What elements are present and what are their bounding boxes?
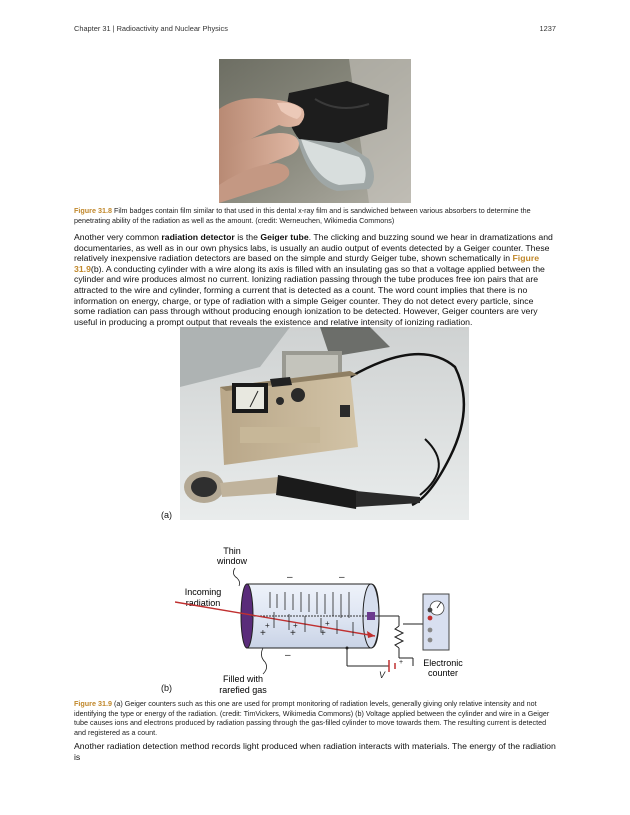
figure-label[interactable]: Figure 31.8 xyxy=(74,206,112,215)
svg-text:+: + xyxy=(293,621,298,630)
thin-window-label-line2: window xyxy=(216,556,248,566)
incoming-radiation-label-line1: Incoming xyxy=(184,587,222,597)
body-paragraph-geiger xyxy=(74,232,556,327)
voltage-label: V xyxy=(379,670,386,680)
svg-text:–: – xyxy=(339,572,345,583)
paragraph-text: Another very common xyxy=(74,232,162,242)
figure-31-9-link[interactable]: Figure 31.9 xyxy=(74,253,540,274)
term-geiger-tube: Geiger tube xyxy=(260,232,309,242)
paragraph-text: . The clicking and buzzing sound we hear in dramatizations and documentaries, as well as in our own physics labs, is usually an audio output of events detected by a Geiger counter. These relatively inexpensive radiation detectors are based on the simple and sturdy Geiger tube, shown schematically in xyxy=(74,232,553,264)
geiger-tube-diagram xyxy=(175,540,465,696)
panel-label-a: (a) xyxy=(161,510,172,520)
incoming-radiation-label-line2: radiation xyxy=(185,598,221,608)
svg-text:+: + xyxy=(325,619,330,628)
term-radiation-detector: radiation detector xyxy=(161,232,235,242)
paragraph-text: is the xyxy=(234,232,261,242)
figure-31-9-caption xyxy=(74,699,556,737)
electronic-counter-label-line2: counter xyxy=(427,668,459,678)
filled-gas-label-line1: Filled with xyxy=(222,674,264,684)
chapter-title: Chapter 31 | Radioactivity and Nuclear Physics xyxy=(74,24,228,33)
svg-text:–: – xyxy=(285,650,291,661)
paragraph-text: (b). A conducting cylinder with a wire along its axis is filled with an insulating gas so that a voltage applied between the cylinder and wire produces almost no current. Ionizing radiation passing through the tube produces free ion pairs that are attracted to the wire and cylinder, forming a current that is detected as a count. The word count implies that there is no information on energy, charge, or type of radiation with a simple Geiger counter. They do not detect every particle, since some radiation can pass through without producing enough ionization to be detected. However, Geiger counters are very useful in producing a prompt output that reveals the existence and relative intensity of ionizing radiation. xyxy=(74,263,545,327)
thin-window-label-line1: Thin xyxy=(223,546,241,556)
electronic-counter-label-line1: Electronic xyxy=(423,658,463,668)
svg-text:+: + xyxy=(290,628,296,639)
svg-text:+: + xyxy=(260,628,266,639)
panel-label-b: (b) xyxy=(161,683,172,693)
page-number: 1237 xyxy=(539,24,556,33)
body-paragraph-scintillation: Another radiation detection method records light produced when radiation interacts with materials. The energy of the radiation is xyxy=(74,741,556,762)
caption-text: (a) Geiger counters such as this one are used for prompt monitoring of radiation levels, generally giving only relative intensity and not identifying the type or energy of the radiation. (credit: TimVickers, Wikimedia Commons) (b) Voltage applied between the cylinder and wire in a Geiger tube causes ions and electrons produced by radiation passing through the gas-filled cylinder to move towards them. The resulting current is detected and registered as a count. xyxy=(74,699,550,737)
svg-text:–: – xyxy=(287,572,293,583)
figure-label[interactable]: Figure 31.9 xyxy=(74,699,112,708)
geiger-counter-photo xyxy=(180,327,469,520)
svg-text:+: + xyxy=(320,628,326,639)
svg-text:+: + xyxy=(399,659,404,666)
filled-gas-label-line2: rarefied gas xyxy=(219,685,267,695)
film-badge-photo xyxy=(219,59,411,203)
caption-text: Film badges contain film similar to that used in this dental x-ray film and is sandwiched between various absorbers to determine the penetrating ability of the radiation as well as the amount. (credit: Werneuchen, Wikimedia Commons) xyxy=(74,206,531,225)
figure-31-8-caption xyxy=(74,206,556,225)
svg-text:+: + xyxy=(265,621,270,630)
